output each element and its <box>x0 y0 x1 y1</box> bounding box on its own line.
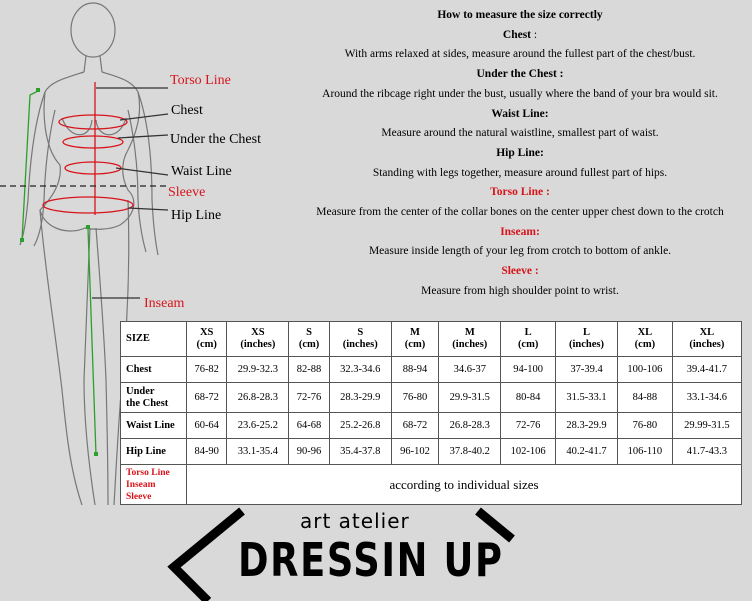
measurement-instructions <box>288 6 752 302</box>
col-header-s-cm: S (cm) <box>289 322 329 357</box>
instruction-heading-under-chest: Under the Chest : <box>476 68 564 81</box>
instructions-title: How to measure the size correctly <box>437 9 603 21</box>
table-cell: 94-100 <box>501 357 556 383</box>
table-cell: 23.6-25.2 <box>227 413 289 439</box>
head-outline <box>71 3 115 57</box>
size-table <box>120 321 742 505</box>
hip-pointer <box>128 208 168 210</box>
instruction-desc-torso: Measure from the center of the collar bones on the center upper chest down to the crotch <box>316 206 724 219</box>
table-cell: 29.99-31.5 <box>672 413 741 439</box>
row-label-waist: Waist Line <box>121 413 187 439</box>
table-cell: 40.2-41.7 <box>556 439 618 465</box>
table-cell: 33.1-34.6 <box>672 383 741 413</box>
table-cell: 64-68 <box>289 413 329 439</box>
hip-line <box>43 197 133 213</box>
row-label-hip: Hip Line <box>121 439 187 465</box>
table-cell: 80-84 <box>501 383 556 413</box>
table-cell: 100-106 <box>618 357 673 383</box>
col-header-xs-in: XS (inches) <box>227 322 289 357</box>
logo-left-bracket <box>174 511 242 601</box>
table-cell: 41.7-43.3 <box>672 439 741 465</box>
right-arm-inner <box>128 110 146 252</box>
torso-outline <box>40 72 140 231</box>
instruction-desc-inseam: Measure inside length of your leg from crotch to bottom of ankle. <box>368 245 672 258</box>
instruction-heading-torso: Torso Line : <box>490 186 550 199</box>
table-cell: 96-102 <box>391 439 439 465</box>
bust-outline <box>62 118 126 135</box>
instruction-desc-waist: Measure around the natural waistline, smallest part of waist. <box>381 127 659 140</box>
table-cell: 76-80 <box>618 413 673 439</box>
table-cell: 84-90 <box>187 439 227 465</box>
table-cell: 84-88 <box>618 383 673 413</box>
col-header-xl-cm: XL (cm) <box>618 322 673 357</box>
instruction-desc-hip: Standing with legs together, measure around fullest part of hips. <box>372 166 668 179</box>
table-cell: 60-64 <box>187 413 227 439</box>
table-cell: 68-72 <box>391 413 439 439</box>
brand-logo <box>160 505 580 601</box>
table-cell: 37-39.4 <box>556 357 618 383</box>
under-chest-label: Under the Chest <box>170 132 261 147</box>
col-header-l-cm: L (cm) <box>501 322 556 357</box>
row-label-under-chest: Under the Chest <box>121 383 187 413</box>
table-cell: 33.1-35.4 <box>227 439 289 465</box>
table-cell: 25.2-26.8 <box>329 413 391 439</box>
instruction-desc-sleeve: Measure from high shoulder point to wrist. <box>421 284 619 297</box>
logo-brand-name: DRESSIN UP <box>238 533 504 587</box>
col-header-l-in: L (inches) <box>556 322 618 357</box>
table-cell: 88-94 <box>391 357 439 383</box>
table-cell: 102-106 <box>501 439 556 465</box>
table-cell: 26.8-28.3 <box>439 413 501 439</box>
instruction-heading-inseam: Inseam: <box>500 225 540 238</box>
under-chest-line <box>63 136 123 148</box>
col-header-xl-in: XL (inches) <box>672 322 741 357</box>
waist-line-label: Waist Line <box>171 164 232 179</box>
table-cell: 76-80 <box>391 383 439 413</box>
chest-label: Chest <box>171 103 203 118</box>
instruction-heading-hip: Hip Line: <box>496 146 544 159</box>
table-cell: 37.8-40.2 <box>439 439 501 465</box>
size-table-header-row <box>121 322 742 357</box>
hip-line-label: Hip Line <box>171 208 222 223</box>
table-cell: 29.9-32.3 <box>227 357 289 383</box>
inseam-label: Inseam <box>144 296 185 311</box>
row-label-chest: Chest <box>121 357 187 383</box>
table-row-waist <box>121 413 742 439</box>
instruction-heading-sleeve: Sleeve : <box>501 265 539 278</box>
col-header-m-cm: M (cm) <box>391 322 439 357</box>
table-cell: 28.3-29.9 <box>329 383 391 413</box>
table-row-under-chest <box>121 383 742 413</box>
table-cell: 72-76 <box>289 383 329 413</box>
table-cell: 34.6-37 <box>439 357 501 383</box>
table-cell: 31.5-33.1 <box>556 383 618 413</box>
table-row-individual <box>121 465 742 505</box>
instruction-desc-under-chest: Around the ribcage right under the bust, usually where the band of your bra would sit. <box>322 87 718 100</box>
inseam-line <box>88 228 96 455</box>
table-row-hip <box>121 439 742 465</box>
right-leg-inner <box>96 228 108 505</box>
table-cell: 72-76 <box>501 413 556 439</box>
inseam-start-marker <box>86 225 90 229</box>
table-cell: 35.4-37.8 <box>329 439 391 465</box>
waist-line <box>65 162 121 174</box>
table-cell: 76-82 <box>187 357 227 383</box>
table-cell: 28.3-29.9 <box>556 413 618 439</box>
table-cell: 82-88 <box>289 357 329 383</box>
row-label-individual-measures: Torso Line Inseam Sleeve <box>121 465 187 505</box>
col-header-xs-cm: XS (cm) <box>187 322 227 357</box>
individual-sizes-note: according to individual sizes <box>187 465 742 505</box>
sleeve-label: Sleeve <box>168 185 206 200</box>
table-cell: 106-110 <box>618 439 673 465</box>
table-cell: 29.9-31.5 <box>439 383 501 413</box>
chest-line <box>59 115 127 129</box>
table-cell: 32.3-34.6 <box>329 357 391 383</box>
logo-subtitle: art atelier <box>300 509 410 533</box>
table-cell: 68-72 <box>187 383 227 413</box>
instruction-desc-chest: With arms relaxed at sides, measure around the fullest part of the chest/bust. <box>344 48 696 61</box>
table-cell: 39.4-41.7 <box>672 357 741 383</box>
instruction-heading-chest: Chest : <box>502 28 538 41</box>
table-row-chest <box>121 357 742 383</box>
neck-outline <box>84 56 102 72</box>
col-header-s-in: S (inches) <box>329 322 391 357</box>
under-chest-pointer <box>118 135 168 138</box>
instruction-heading-waist: Waist Line: <box>491 107 549 120</box>
col-header-m-in: M (inches) <box>439 322 501 357</box>
inseam-end-marker <box>94 452 98 456</box>
left-leg-outer <box>40 210 82 505</box>
torso-line-label: Torso Line <box>170 73 231 88</box>
table-cell: 90-96 <box>289 439 329 465</box>
sleeve-end-marker <box>20 238 24 242</box>
waist-pointer <box>116 168 168 175</box>
size-corner-cell: SIZE <box>121 322 187 357</box>
table-cell: 26.8-28.3 <box>227 383 289 413</box>
sleeve-start-marker <box>36 88 40 92</box>
